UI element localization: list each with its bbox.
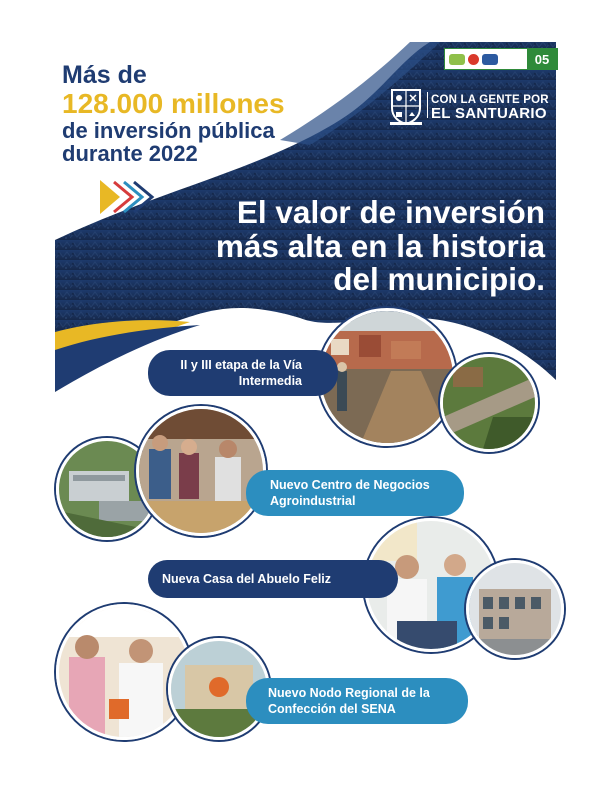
slogan — [431, 94, 549, 122]
main-title — [125, 196, 545, 297]
main-title-line1: El valor de inversión — [236, 194, 545, 230]
project-label-line1: Nuevo Nodo Regional de la — [268, 686, 430, 700]
project-label-line1: II y III etapa de la Vía — [180, 358, 302, 372]
headline-amount: 128.000 millones — [62, 88, 285, 119]
project-label-via-intermedia — [148, 350, 338, 396]
main-title-line3: del municipio. — [333, 261, 545, 298]
project-label-nodo-sena — [246, 678, 468, 724]
photo-elderly-home-building — [466, 560, 564, 658]
slogan-line2: EL SANTUARIO — [431, 105, 547, 123]
partner-logo-icon — [468, 54, 479, 65]
photo-road-construction — [318, 308, 456, 446]
project-label-line1: Nuevo Centro de Negocios — [270, 478, 430, 492]
headline-line1: Más de — [62, 61, 147, 89]
municipal-crest-icon — [386, 86, 426, 126]
partner-logos — [445, 54, 527, 65]
headline-line4: durante 2022 — [62, 141, 198, 166]
photo-farmers-market — [136, 406, 266, 536]
project-label-centro-negocios — [246, 470, 464, 516]
project-label-line2: Agroindustrial — [270, 494, 356, 508]
page-number: 05 — [527, 49, 557, 69]
project-label-text — [180, 357, 302, 389]
project-label-line2: Intermedia — [238, 374, 302, 388]
partner-logo-icon — [482, 54, 498, 65]
project-label-line1: Nueva Casa del Abuelo Feliz — [162, 572, 332, 586]
project-label-text — [270, 477, 430, 509]
project-label-casa-abuelo — [148, 560, 398, 598]
slogan-line1: CON LA GENTE POR — [431, 94, 549, 106]
project-label-text — [268, 685, 430, 717]
slogan-divider — [427, 92, 428, 118]
main-title-line2: más alta en la historia — [215, 227, 545, 264]
project-label-line2: Confección del SENA — [268, 702, 396, 716]
headline — [62, 63, 285, 165]
headline-line3: de inversión pública — [62, 118, 275, 143]
photo-road-aerial — [440, 354, 538, 452]
partner-logo-icon — [449, 54, 465, 65]
brand-bar — [444, 48, 558, 70]
